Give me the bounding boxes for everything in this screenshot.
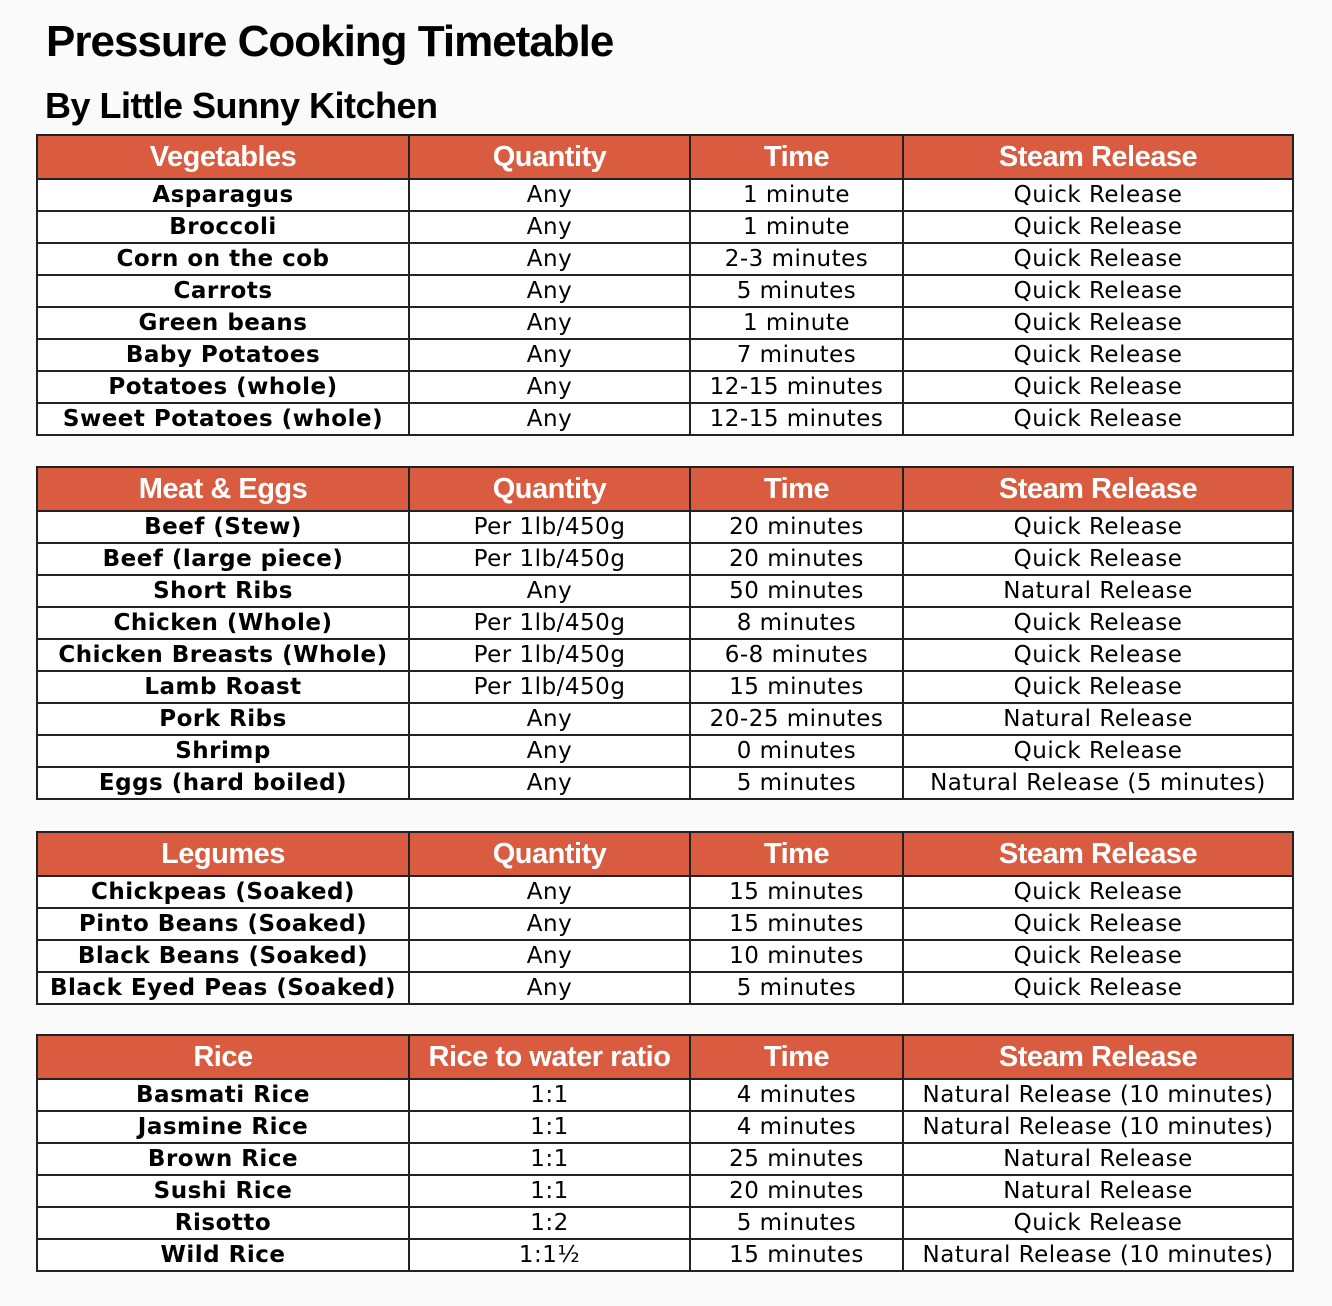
table-header-row [37, 832, 1293, 876]
item-header: Vegetables [37, 135, 409, 179]
steam-release-cell: Natural Release (10 minutes) [903, 1239, 1293, 1271]
item-cell: Basmati Rice [37, 1079, 409, 1111]
steam-release-cell: Quick Release [903, 607, 1293, 639]
table-row [37, 639, 1293, 671]
item-cell: Wild Rice [37, 1239, 409, 1271]
quantity-cell: Any [409, 703, 690, 735]
time-cell: 50 minutes [690, 575, 903, 607]
table-row [37, 1239, 1293, 1271]
time-cell: 1 minute [690, 211, 903, 243]
quantity-cell: 1:2 [409, 1207, 690, 1239]
item-cell: Black Eyed Peas (Soaked) [37, 972, 409, 1004]
time-cell: 6-8 minutes [690, 639, 903, 671]
table-row [37, 179, 1293, 211]
table-row [37, 1079, 1293, 1111]
table-row [37, 275, 1293, 307]
steam-release-cell: Quick Release [903, 908, 1293, 940]
time-cell: 15 minutes [690, 876, 903, 908]
steam-release-header: Steam Release [903, 467, 1293, 511]
quantity-cell: Any [409, 371, 690, 403]
item-cell: Broccoli [37, 211, 409, 243]
table-meat-eggs [36, 466, 1294, 800]
quantity-cell: Per 1lb/450g [409, 511, 690, 543]
time-cell: 15 minutes [690, 1239, 903, 1271]
item-cell: Pork Ribs [37, 703, 409, 735]
item-cell: Short Ribs [37, 575, 409, 607]
item-cell: Eggs (hard boiled) [37, 767, 409, 799]
time-cell: 12-15 minutes [690, 371, 903, 403]
time-header: Time [690, 1035, 903, 1079]
time-cell: 5 minutes [690, 972, 903, 1004]
item-cell: Chicken (Whole) [37, 607, 409, 639]
steam-release-cell: Quick Release [903, 639, 1293, 671]
time-header: Time [690, 467, 903, 511]
steam-release-cell: Quick Release [903, 211, 1293, 243]
table-row [37, 371, 1293, 403]
steam-release-cell: Quick Release [903, 735, 1293, 767]
steam-release-header: Steam Release [903, 135, 1293, 179]
item-cell: Lamb Roast [37, 671, 409, 703]
steam-release-cell: Quick Release [903, 275, 1293, 307]
steam-release-cell: Quick Release [903, 371, 1293, 403]
steam-release-header: Steam Release [903, 1035, 1293, 1079]
time-header: Time [690, 832, 903, 876]
quantity-cell: Any [409, 403, 690, 435]
time-cell: 1 minute [690, 307, 903, 339]
table-row [37, 1111, 1293, 1143]
quantity-cell: Per 1lb/450g [409, 607, 690, 639]
time-cell: 25 minutes [690, 1143, 903, 1175]
table-row [37, 339, 1293, 371]
quantity-cell: Any [409, 575, 690, 607]
table-row [37, 1143, 1293, 1175]
table-row [37, 767, 1293, 799]
item-header: Meat & Eggs [37, 467, 409, 511]
steam-release-cell: Quick Release [903, 671, 1293, 703]
item-cell: Beef (large piece) [37, 543, 409, 575]
table-row [37, 671, 1293, 703]
quantity-cell: 1:1 [409, 1111, 690, 1143]
steam-release-cell: Natural Release (10 minutes) [903, 1079, 1293, 1111]
time-cell: 12-15 minutes [690, 403, 903, 435]
table-legumes [36, 831, 1294, 1005]
table-row [37, 1207, 1293, 1239]
quantity-cell: 1:1 [409, 1175, 690, 1207]
item-cell: Potatoes (whole) [37, 371, 409, 403]
item-cell: Corn on the cob [37, 243, 409, 275]
quantity-cell: Any [409, 767, 690, 799]
time-cell: 20 minutes [690, 543, 903, 575]
page-title: Pressure Cooking Timetable [46, 17, 614, 66]
steam-release-cell: Natural Release [903, 1143, 1293, 1175]
time-cell: 4 minutes [690, 1079, 903, 1111]
table-rice [36, 1034, 1294, 1272]
steam-release-cell: Quick Release [903, 339, 1293, 371]
time-cell: 0 minutes [690, 735, 903, 767]
time-cell: 5 minutes [690, 275, 903, 307]
table-row [37, 876, 1293, 908]
item-header: Legumes [37, 832, 409, 876]
item-cell: Chickpeas (Soaked) [37, 876, 409, 908]
steam-release-cell: Quick Release [903, 940, 1293, 972]
table-vegetables [36, 134, 1294, 436]
item-cell: Shrimp [37, 735, 409, 767]
time-cell: 7 minutes [690, 339, 903, 371]
time-cell: 5 minutes [690, 1207, 903, 1239]
time-cell: 20-25 minutes [690, 703, 903, 735]
item-header: Rice [37, 1035, 409, 1079]
table-row [37, 607, 1293, 639]
table-row [37, 940, 1293, 972]
page-subtitle: By Little Sunny Kitchen [45, 85, 438, 126]
time-header: Time [690, 135, 903, 179]
steam-release-header: Steam Release [903, 832, 1293, 876]
quantity-cell: Per 1lb/450g [409, 543, 690, 575]
quantity-header: Quantity [409, 832, 690, 876]
quantity-cell: Any [409, 243, 690, 275]
table-row [37, 403, 1293, 435]
time-cell: 2-3 minutes [690, 243, 903, 275]
time-cell: 15 minutes [690, 671, 903, 703]
item-cell: Pinto Beans (Soaked) [37, 908, 409, 940]
time-cell: 8 minutes [690, 607, 903, 639]
steam-release-cell: Quick Release [903, 876, 1293, 908]
table-header-row [37, 1035, 1293, 1079]
steam-release-cell: Quick Release [903, 179, 1293, 211]
steam-release-cell: Quick Release [903, 511, 1293, 543]
time-cell: 10 minutes [690, 940, 903, 972]
table-row [37, 511, 1293, 543]
item-cell: Brown Rice [37, 1143, 409, 1175]
quantity-cell: Per 1lb/450g [409, 671, 690, 703]
steam-release-cell: Quick Release [903, 307, 1293, 339]
quantity-cell: Any [409, 940, 690, 972]
quantity-cell: Any [409, 972, 690, 1004]
quantity-header: Quantity [409, 467, 690, 511]
table-row [37, 243, 1293, 275]
time-cell: 1 minute [690, 179, 903, 211]
quantity-cell: Per 1lb/450g [409, 639, 690, 671]
item-cell: Beef (Stew) [37, 511, 409, 543]
steam-release-cell: Natural Release [903, 1175, 1293, 1207]
quantity-cell: Any [409, 179, 690, 211]
item-cell: Risotto [37, 1207, 409, 1239]
item-cell: Sushi Rice [37, 1175, 409, 1207]
quantity-cell: 1:1½ [409, 1239, 690, 1271]
quantity-cell: Any [409, 307, 690, 339]
steam-release-cell: Natural Release [903, 575, 1293, 607]
item-cell: Chicken Breasts (Whole) [37, 639, 409, 671]
time-cell: 20 minutes [690, 511, 903, 543]
quantity-cell: Any [409, 211, 690, 243]
quantity-cell: Any [409, 876, 690, 908]
table-row [37, 1175, 1293, 1207]
table-header-row [37, 135, 1293, 179]
time-cell: 15 minutes [690, 908, 903, 940]
steam-release-cell: Quick Release [903, 972, 1293, 1004]
steam-release-cell: Quick Release [903, 1207, 1293, 1239]
time-cell: 4 minutes [690, 1111, 903, 1143]
time-cell: 20 minutes [690, 1175, 903, 1207]
steam-release-cell: Natural Release (5 minutes) [903, 767, 1293, 799]
item-cell: Jasmine Rice [37, 1111, 409, 1143]
steam-release-cell: Quick Release [903, 403, 1293, 435]
table-row [37, 211, 1293, 243]
steam-release-cell: Quick Release [903, 543, 1293, 575]
table-row [37, 908, 1293, 940]
quantity-cell: Any [409, 275, 690, 307]
item-cell: Carrots [37, 275, 409, 307]
item-cell: Sweet Potatoes (whole) [37, 403, 409, 435]
quantity-cell: 1:1 [409, 1143, 690, 1175]
quantity-cell: Any [409, 908, 690, 940]
quantity-cell: Any [409, 339, 690, 371]
table-row [37, 972, 1293, 1004]
item-cell: Asparagus [37, 179, 409, 211]
item-cell: Black Beans (Soaked) [37, 940, 409, 972]
table-row [37, 735, 1293, 767]
quantity-header: Rice to water ratio [409, 1035, 690, 1079]
time-cell: 5 minutes [690, 767, 903, 799]
steam-release-cell: Quick Release [903, 243, 1293, 275]
item-cell: Baby Potatoes [37, 339, 409, 371]
table-row [37, 703, 1293, 735]
table-header-row [37, 467, 1293, 511]
quantity-cell: Any [409, 735, 690, 767]
quantity-header: Quantity [409, 135, 690, 179]
table-row [37, 307, 1293, 339]
item-cell: Green beans [37, 307, 409, 339]
steam-release-cell: Natural Release (10 minutes) [903, 1111, 1293, 1143]
table-row [37, 575, 1293, 607]
steam-release-cell: Natural Release [903, 703, 1293, 735]
table-row [37, 543, 1293, 575]
quantity-cell: 1:1 [409, 1079, 690, 1111]
